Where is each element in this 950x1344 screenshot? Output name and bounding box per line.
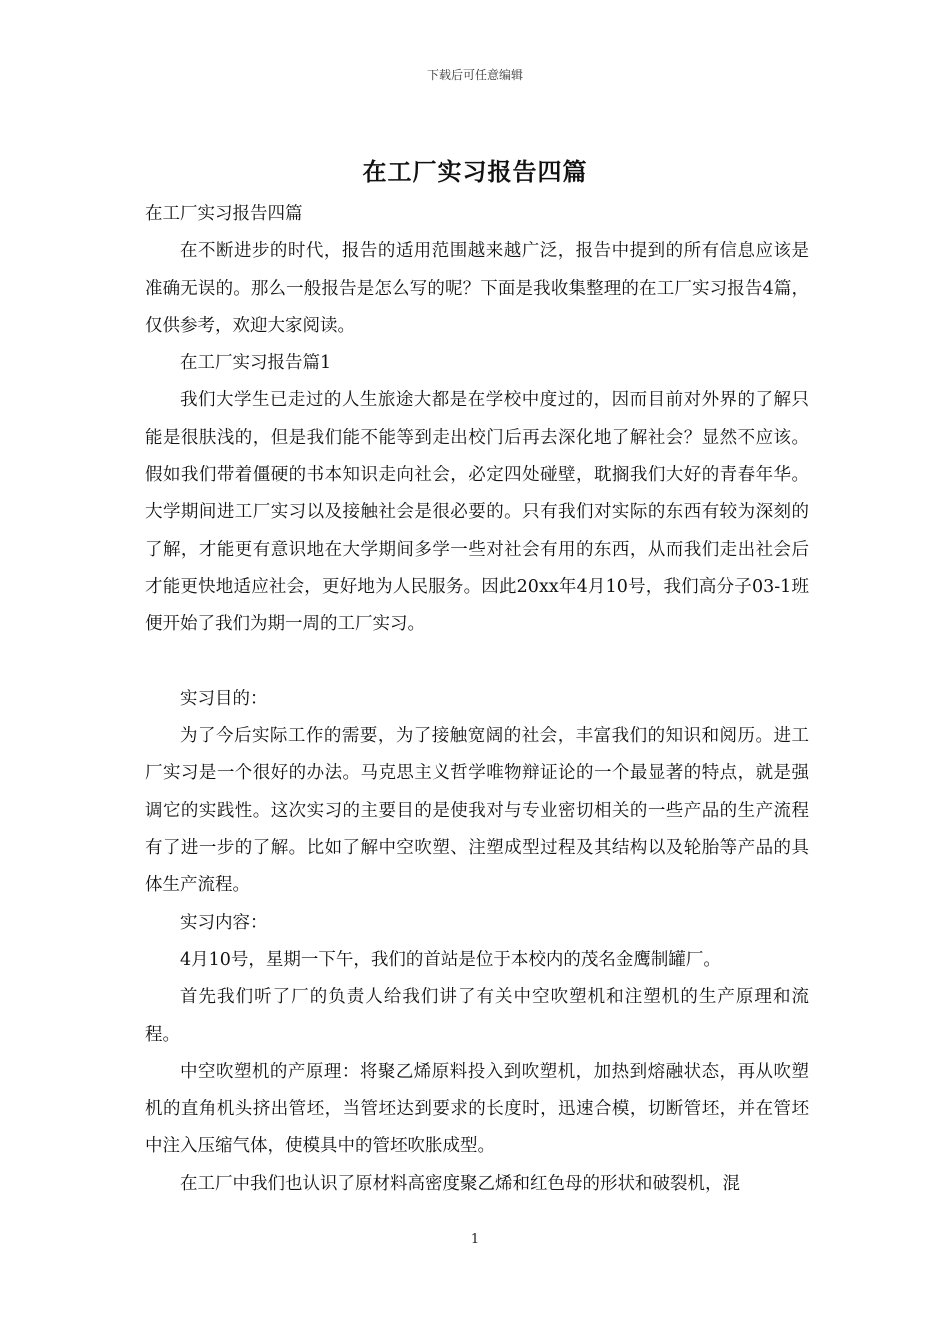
header-note: 下载后可任意编辑 [426, 68, 523, 82]
paragraph-spacer [145, 644, 809, 681]
body-paragraph: 我们大学生已走过的人生旅途大都是在学校中度过的，因而目前对外界的了解只能是很肤浅的，但是我们能不能等到走出校门后再去深化地了解社会？显然不应该。假如我们带着僵硬的书本知识走向社会，必定四处碰壁，耽搁我们大好的青春年华。大学期间进工厂实习以及接触社会是很必要的。只有我们对实际的东西有较为深刻的了解，才能更有意识地在大学期间多学一些对社会有用的东西，从而我们走出社会后才能更快地适应社会，更好地为人民服务。因此20xx年4月10号，我们高分子03-1班便开始了我们为期一周的工厂实习。 [145, 390, 809, 635]
document-body [145, 196, 809, 1203]
body-paragraph: 为了今后实际工作的需要，为了接触宽阔的社会，丰富我们的知识和阅历。进工厂实习是一个很好的办法。马克思主义哲学唯物辩证论的一个最显著的特点，就是强调它的实践性。这次实习的主要目的是使我对与专业密切相关的一些产品的生产流程有了进一步的了解。比如了解中空吹塑、注塑成型过程及其结构以及轮胎等产品的具体生产流程。 [145, 726, 809, 896]
body-paragraph: 4月10号，星期一下午，我们的首站是位于本校内的茂名金鹰制罐厂。 [180, 949, 721, 970]
document-subtitle: 在工厂实习报告四篇 [145, 204, 303, 224]
section-heading-report-1: 在工厂实习报告篇1 [180, 353, 332, 374]
section-heading-content: 实习内容： [180, 912, 268, 933]
body-paragraph: 在工厂中我们也认识了原材料高密度聚乙烯和红色母的形状和破裂机，混 [180, 1173, 740, 1194]
body-paragraph: 中空吹塑机的产原理：将聚乙烯原料投入到吹塑机，加热到熔融状态，再从吹塑机的直角机头挤出管坯，当管坯达到要求的长度时，迅速合模，切断管坯，并在管坯中注入压缩气体，使模具中的管坯吹胀成型。 [145, 1061, 809, 1157]
section-heading-purpose: 实习目的： [180, 688, 268, 709]
page-number: 1 [470, 1232, 480, 1247]
document-title: 在工厂实习报告四篇 [362, 157, 588, 186]
intro-paragraph: 在不断进步的时代，报告的适用范围越来越广泛，报告中提到的所有信息应该是准确无误的。那么一般报告是怎么写的呢？下面是我收集整理的在工厂实习报告4篇，仅供参考，欢迎大家阅读。 [145, 241, 809, 336]
body-paragraph: 首先我们听了厂的负责人给我们讲了有关中空吹塑机和注塑机的生产原理和流程。 [145, 987, 809, 1045]
